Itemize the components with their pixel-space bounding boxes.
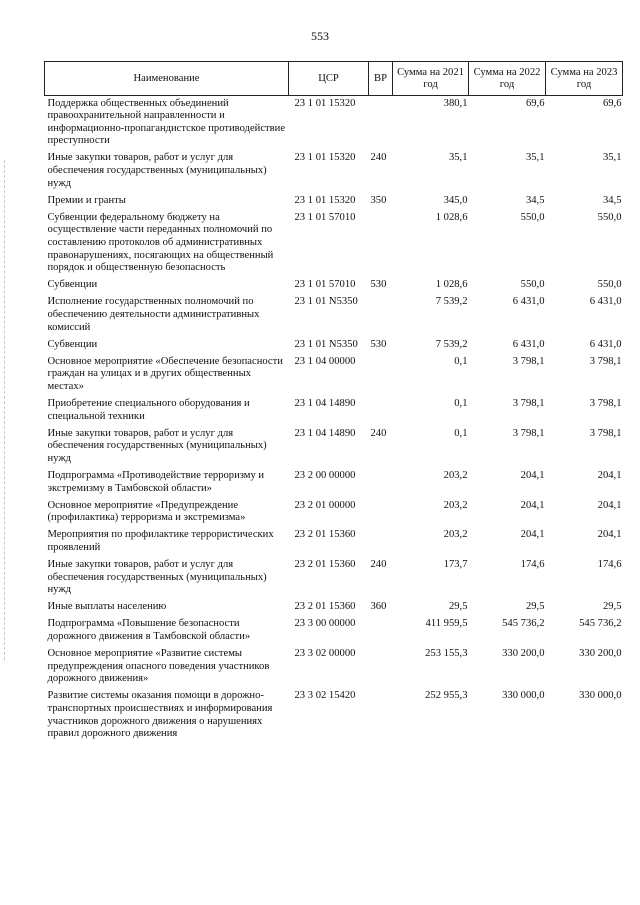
table-header-row — [45, 62, 623, 96]
cell-vr — [369, 295, 393, 337]
cell-csr: 23 3 02 15420 — [294, 690, 356, 702]
cell-csr: 23 3 02 00000 — [294, 648, 356, 660]
cell-csr: 23 1 04 14890 — [294, 427, 356, 439]
cell-sum-2022: 174,6 — [520, 559, 545, 570]
cell-sum-2023: 330 200,0 — [579, 648, 622, 660]
cell-sum-2021: 411 959,5 — [425, 618, 468, 630]
table-row — [45, 396, 623, 426]
table-row — [45, 278, 623, 295]
cell-vr — [369, 468, 393, 498]
cell-sum-2022: 550,0 — [520, 211, 545, 223]
cell-name: Основное мероприятие «Обеспечение безопасности граждан на улицах и в других общественных местах» — [47, 355, 283, 392]
cell-csr: 23 2 01 15360 — [294, 601, 356, 613]
cell-csr: 23 1 04 00000 — [294, 355, 356, 367]
table-row — [45, 528, 623, 558]
cell-sum-2022: 6 431,0 — [512, 296, 545, 308]
cell-sum-2022: 3 798,1 — [512, 355, 545, 367]
cell-sum-2022: 3 798,1 — [512, 397, 545, 409]
cell-csr: 23 3 00 00000 — [294, 618, 356, 630]
table-row — [45, 647, 623, 689]
cell-sum-2023: 174,6 — [597, 559, 622, 570]
cell-sum-2023: 34,5 — [602, 194, 622, 206]
header-csr: ЦСР — [289, 62, 369, 96]
cell-vr — [369, 498, 393, 528]
cell-csr: 23 2 01 15360 — [294, 529, 356, 541]
cell-sum-2023: 204,1 — [597, 469, 622, 481]
cell-name: Поддержка общественных объединений правоохранительной направленности и информационно-пропагандистское противодействие преступности — [47, 97, 286, 147]
cell-sum-2023: 6 431,0 — [589, 338, 622, 350]
cell-sum-2022: 204,1 — [520, 469, 545, 481]
cell-sum-2023: 3 798,1 — [589, 397, 622, 409]
cell-name: Основное мероприятие «Развитие системы предупреждения опасного поведения участников дорожного движения» — [47, 648, 270, 685]
cell-sum-2021: 380,1 — [443, 97, 468, 109]
cell-sum-2023: 3 798,1 — [589, 355, 622, 367]
cell-vr — [369, 96, 393, 151]
cell-sum-2022: 29,5 — [525, 601, 545, 613]
cell-vr: 360 — [370, 601, 387, 613]
cell-name: Субвенции — [47, 338, 98, 350]
table-row — [45, 617, 623, 647]
cell-name: Подпрограмма «Противодействие терроризму и экстремизму в Тамбовской области» — [47, 469, 265, 494]
cell-csr: 23 1 01 57010 — [294, 211, 356, 223]
cell-vr — [369, 210, 393, 277]
cell-sum-2023: 3 798,1 — [589, 427, 622, 439]
cell-sum-2021: 0,1 — [454, 427, 468, 439]
cell-csr: 23 1 01 57010 — [294, 279, 356, 291]
cell-name: Подпрограмма «Повышение безопасности дорожного движения в Тамбовской области» — [47, 618, 251, 642]
table-row — [45, 193, 623, 210]
table-row — [45, 354, 623, 396]
cell-csr: 23 1 01 15320 — [294, 194, 356, 206]
cell-name: Развитие системы оказания помощи в дорожно-транспортных происшествиях и информирования участников дорожного движения о нарушениях правил дорожного движения — [47, 690, 273, 740]
cell-sum-2021: 7 539,2 — [435, 296, 468, 308]
cell-sum-2022: 545 736,2 — [502, 618, 545, 630]
table-row — [45, 498, 623, 528]
cell-vr — [369, 647, 393, 689]
cell-name: Мероприятия по профилактике террористических проявлений — [47, 529, 274, 553]
cell-vr — [369, 689, 393, 744]
header-vr: ВР — [369, 62, 393, 96]
cell-sum-2023: 545 736,2 — [579, 618, 622, 630]
cell-vr — [369, 396, 393, 426]
cell-sum-2022: 35,1 — [525, 152, 545, 164]
cell-sum-2022: 69,6 — [525, 97, 545, 109]
table-row — [45, 96, 623, 151]
cell-name: Премии и гранты — [47, 194, 126, 206]
cell-sum-2021: 1 028,6 — [435, 211, 468, 223]
cell-csr: 23 2 01 00000 — [294, 499, 356, 511]
cell-sum-2022: 204,1 — [520, 499, 545, 511]
cell-csr: 23 1 01 15320 — [294, 152, 356, 164]
cell-csr: 23 1 04 14890 — [294, 397, 356, 409]
cell-sum-2022: 550,0 — [520, 279, 545, 291]
cell-sum-2023: 204,1 — [597, 499, 622, 511]
cell-sum-2022: 3 798,1 — [512, 427, 545, 439]
table-row — [45, 295, 623, 337]
cell-sum-2022: 34,5 — [525, 194, 545, 206]
cell-sum-2023: 69,6 — [602, 97, 622, 109]
cell-sum-2021: 252 955,3 — [425, 690, 468, 702]
page-number: 553 — [311, 29, 329, 43]
cell-sum-2021: 345,0 — [443, 194, 468, 206]
cell-sum-2022: 330 000,0 — [502, 690, 545, 702]
cell-sum-2021: 1 028,6 — [435, 279, 468, 291]
cell-name: Иные закупки товаров, работ и услуг для обеспечения государственных (муниципальных) нужд — [47, 427, 267, 464]
table-row — [45, 337, 623, 354]
cell-csr: 23 1 01 N5350 — [294, 338, 358, 350]
cell-sum-2021: 203,2 — [443, 529, 468, 541]
table-row — [45, 558, 623, 600]
table-body — [45, 96, 623, 744]
cell-sum-2023: 35,1 — [602, 152, 622, 164]
cell-vr — [369, 617, 393, 647]
header-sum-2023: Сумма на 2023 год — [546, 62, 623, 96]
table-row — [45, 468, 623, 498]
cell-name: Иные закупки товаров, работ и услуг для обеспечения государственных (муниципальных) нужд — [47, 152, 267, 189]
cell-name: Основное мероприятие «Предупреждение (профилактика) терроризма и экстремизма» — [47, 499, 246, 524]
table-row — [45, 689, 623, 744]
cell-vr: 240 — [370, 559, 387, 570]
cell-csr: 23 2 00 00000 — [294, 469, 356, 481]
cell-name: Иные выплаты населению — [47, 601, 167, 613]
cell-sum-2021: 35,1 — [448, 152, 468, 164]
cell-sum-2023: 550,0 — [597, 211, 622, 223]
cell-csr: 23 2 01 15360 — [294, 559, 356, 570]
cell-sum-2021: 29,5 — [448, 601, 468, 613]
cell-sum-2023: 6 431,0 — [589, 296, 622, 308]
cell-sum-2021: 173,7 — [443, 559, 468, 570]
table-row — [45, 600, 623, 617]
cell-sum-2023: 330 000,0 — [579, 690, 622, 702]
table-row — [45, 210, 623, 277]
cell-sum-2021: 203,2 — [443, 499, 468, 511]
cell-name: Субвенции федеральному бюджету на осуществление части переданных полномочий по составлению протоколов об административных правонарушениях, посягающих на общественный порядок и общественную безопасность — [47, 211, 274, 274]
cell-vr: 240 — [370, 427, 387, 439]
cell-sum-2022: 6 431,0 — [512, 338, 545, 350]
cell-sum-2022: 330 200,0 — [502, 648, 545, 660]
cell-sum-2023: 29,5 — [602, 601, 622, 613]
cell-name: Иные закупки товаров, работ и услуг для обеспечения государственных (муниципальных) нужд — [47, 559, 267, 596]
cell-sum-2023: 204,1 — [597, 529, 622, 541]
cell-vr: 530 — [370, 279, 387, 291]
cell-sum-2022: 204,1 — [520, 529, 545, 541]
header-name: Наименование — [45, 62, 289, 96]
budget-table — [44, 61, 623, 744]
cell-name: Исполнение государственных полномочий по обеспечению деятельности административных комиссий — [47, 296, 260, 333]
cell-csr: 23 1 01 N5350 — [294, 296, 358, 308]
binding-edge-marks — [4, 160, 7, 660]
cell-vr — [369, 528, 393, 558]
cell-name: Субвенции — [47, 279, 98, 291]
cell-sum-2023: 550,0 — [597, 279, 622, 291]
cell-name: Приобретение специального оборудования и специальной техники — [47, 397, 250, 422]
cell-sum-2021: 253 155,3 — [425, 648, 468, 660]
header-sum-2021: Сумма на 2021 год — [393, 62, 469, 96]
cell-csr: 23 1 01 15320 — [294, 97, 356, 109]
table-row — [45, 151, 623, 193]
cell-sum-2021: 7 539,2 — [435, 338, 468, 350]
cell-vr: 350 — [370, 194, 387, 206]
cell-sum-2021: 0,1 — [454, 355, 468, 367]
cell-sum-2021: 0,1 — [454, 397, 468, 409]
cell-vr: 530 — [370, 338, 387, 350]
cell-vr: 240 — [370, 152, 387, 164]
cell-vr — [369, 354, 393, 396]
header-sum-2022: Сумма на 2022 год — [469, 62, 546, 96]
cell-sum-2021: 203,2 — [443, 469, 468, 481]
table-row — [45, 426, 623, 468]
